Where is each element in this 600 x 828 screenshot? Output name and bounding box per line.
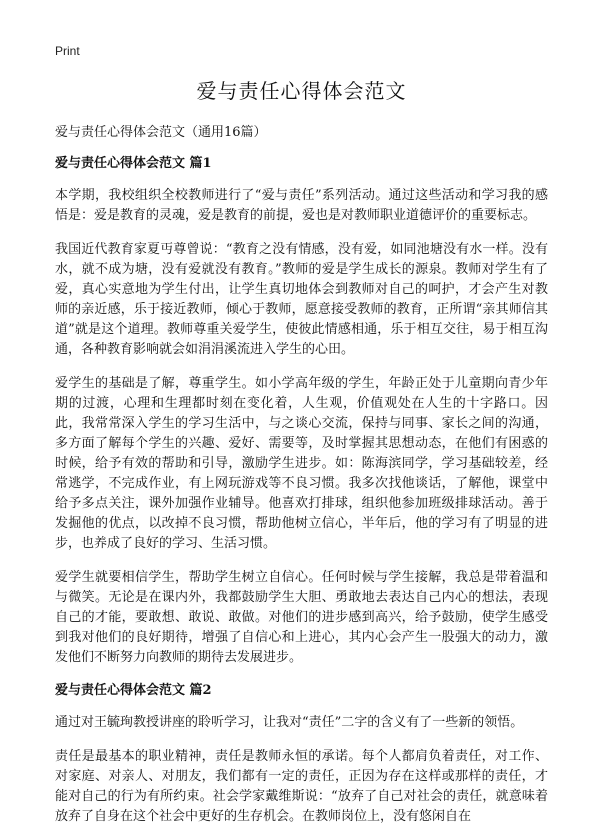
document-subtitle: 爱与责任心得体会范文（通用16篇） <box>55 125 267 140</box>
paragraph: 通过对王毓珣教授讲座的聆听学习，让我对“责任”二字的含义有了一些新的领悟。 <box>55 715 524 730</box>
paragraph: 我国近代教育家夏丏尊曾说：“教育之没有情感，没有爱，如同池塘没有水一样。没有水，就不成为塘，没有爱就没有教育。”教师的爱是学生成长的源泉。教师对学生有了爱，真心实意地为学生付出，让学生真切地体会到教师对自己的呵护，才会产生对教师的亲近感，乐于接近教师，倾心于教师，愿意接受教师的教育，正所谓“亲其师信其道”就是这个道理。教师尊重关爱学生，使彼此情感相通，乐于相互交往，易于相互沟通，各种教育影响就会如涓涓溪流进入学生的心田。 <box>55 242 548 357</box>
print-link[interactable]: Print <box>55 44 80 58</box>
paragraph: 爱学生就要相信学生，帮助学生树立自信心。任何时候与学生接解，我总是带着温和与微笑。无论是在课内外，我都鼓励学生大胆、勇敢地去表达自己内心的想法，表现自己的才能，要敢想、敢说、敢做。对他们的进步感到高兴，给予鼓励，使学生感受到我对他们的良好期待，增强了自信心和上进心，其内心会产生一股强大的动力，激发他们不断努力向教师的期待去发展进步。 <box>55 570 548 665</box>
paragraph: 本学期，我校组织全校教师进行了“爱与责任”系列活动。通过这些活动和学习我的感悟是：爱是教育的灵魂，爱是教育的前提，爱也是对教师职业道德评价的重要标志。 <box>55 188 548 223</box>
paragraph: 爱学生的基础是了解，尊重学生。如小学高年级的学生，年龄正处于儿童期向青少年期的过渡，心理和生理都时刻在变化着，人生观，价值观处在人生的十字路口。因此，我常常深入学生的学习生活中，与之谈心交流，保持与同事、家长之间的沟通，多方面了解每个学生的兴趣、爱好、需要等，及时掌握其思想动态，在他们有困惑的时候，给予有效的帮助和引导，激励学生进步。如：陈海滨同学，学习基础较差，经常逃学，不完成作业，有上网玩游戏等不良习惯。我多次找他谈话，了解他，课堂中给予多点关注，课外加强作业辅导。他喜欢打排球，组织他参加班级排球活动。善于发掘他的优点，以改掉不良习惯，帮助他树立信心，半年后，他的学习有了明显的进步，也养成了良好的学习、生活习惯。 <box>55 376 548 551</box>
document-title: 爱与责任心得体会范文 <box>196 79 407 103</box>
section-heading: 爱与责任心得体会范文 篇1 <box>55 156 212 171</box>
section-heading: 爱与责任心得体会范文 篇2 <box>55 683 212 698</box>
section-1 <box>55 155 548 668</box>
paragraph: 责任是最基本的职业精神，责任是教师永恒的承诺。每个人都肩负着责任，对工作、对家庭、对亲人、对朋友，我们都有一定的责任，正因为存在这样或那样的责任，才能对自己的行为有所约束。社会学家戴维斯说：“放弃了自己对社会的责任，就意味着放弃了自身在这个社会中更好的生存机会。在教师岗位上，没有悠闲自在 <box>55 749 548 824</box>
section-2 <box>55 682 548 827</box>
